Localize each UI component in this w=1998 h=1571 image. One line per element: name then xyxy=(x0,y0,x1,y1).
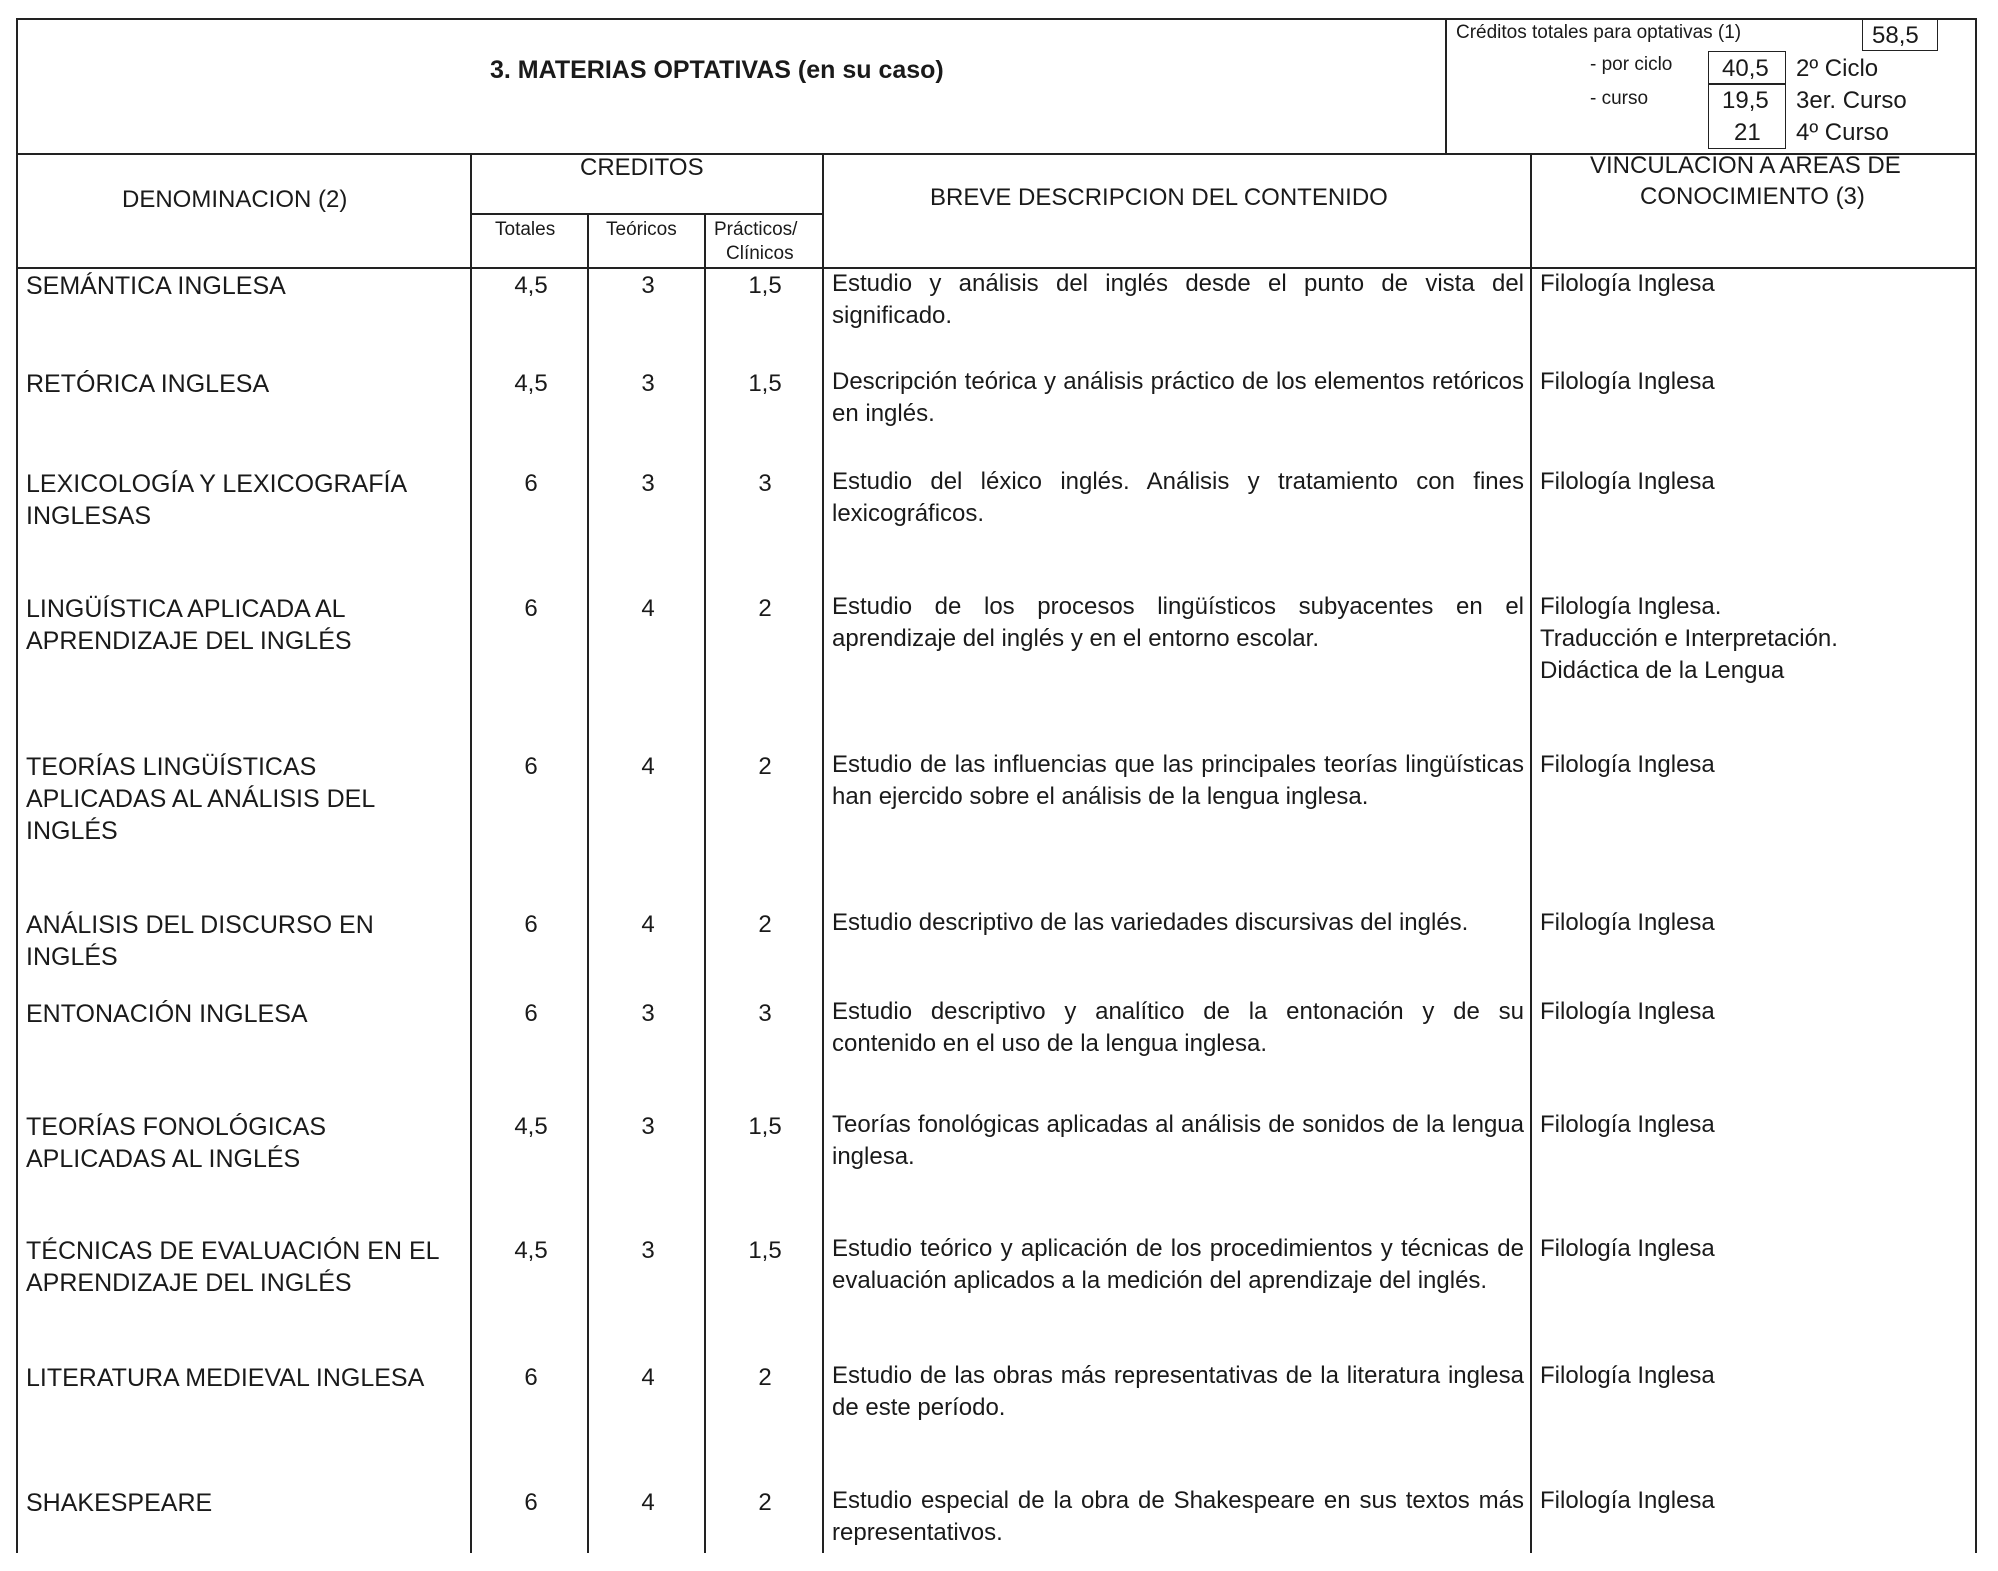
row-areas xyxy=(1540,1360,1980,1392)
row-teoricos: 4 xyxy=(641,595,655,622)
row-teoricos: 3 xyxy=(641,1237,655,1264)
row-practicos: 1,5 xyxy=(748,272,782,299)
col-teoricos: Teóricos xyxy=(606,219,677,240)
row-descripcion: Estudio de los procesos lingüísticos subyacentes en el aprendizaje del inglés y en el entorno escolar. xyxy=(832,593,1524,652)
row-denominacion xyxy=(26,1487,466,1519)
row-practicos: 2 xyxy=(758,753,772,780)
col-line-4 xyxy=(822,153,824,1553)
row-practicos: 2 xyxy=(758,1364,772,1391)
row-totales: 4,5 xyxy=(514,1237,548,1264)
row-area-line: Filología Inglesa xyxy=(1540,751,1715,778)
row-areas xyxy=(1540,749,1980,781)
row-denominacion-line: APLICADAS AL ANÁLISIS DEL xyxy=(26,785,376,813)
row-totales: 6 xyxy=(524,1000,538,1027)
row-descripcion: Descripción teórica y análisis práctico de los elementos retóricos en inglés. xyxy=(832,368,1524,427)
col-practicos-1: Prácticos/ xyxy=(714,219,798,240)
curso-value-3: 19,5 xyxy=(1722,87,1769,114)
row-teoricos: 4 xyxy=(641,911,655,938)
row-denominacion-line: SEMÁNTICA INGLESA xyxy=(26,272,286,300)
row-area-line: Filología Inglesa xyxy=(1540,1487,1715,1514)
por-ciclo-value: 40,5 xyxy=(1722,55,1769,82)
col-denominacion: DENOMINACION (2) xyxy=(122,186,348,213)
header-divider xyxy=(1445,18,1447,154)
row-practicos: 1,5 xyxy=(748,370,782,397)
row-denominacion-line: TÉCNICAS DE EVALUACIÓN EN EL xyxy=(26,1237,440,1265)
row-teoricos: 3 xyxy=(641,272,655,299)
row-practicos: 2 xyxy=(758,595,772,622)
row-area-line: Filología Inglesa xyxy=(1540,1111,1715,1138)
row-denominacion xyxy=(26,1111,466,1175)
row-areas xyxy=(1540,268,1980,300)
row-practicos: 3 xyxy=(758,470,772,497)
row-denominacion xyxy=(26,270,466,302)
col-vinculacion-1: VINCULACION A AREAS DE xyxy=(1590,152,1901,179)
row-descripcion: Estudio especial de la obra de Shakespeare en sus textos más representativos. xyxy=(832,1487,1524,1546)
col-line-1 xyxy=(470,153,472,1553)
row-totales: 6 xyxy=(524,753,538,780)
row-descripcion: Estudio del léxico inglés. Análisis y tratamiento con fines lexicográficos. xyxy=(832,468,1524,527)
curso-value-4: 21 xyxy=(1734,119,1761,146)
row-totales: 6 xyxy=(524,1489,538,1516)
row-denominacion-line: LITERATURA MEDIEVAL INGLESA xyxy=(26,1364,425,1392)
por-ciclo-label: - por ciclo xyxy=(1590,54,1673,75)
row-area-line: Filología Inglesa xyxy=(1540,368,1715,395)
row-denominacion xyxy=(26,998,466,1030)
row-descripcion: Estudio de las influencias que las principales teorías lingüísticas han ejercido sobre el análisis de la lengua inglesa. xyxy=(832,751,1524,810)
row-teoricos: 4 xyxy=(641,1489,655,1516)
row-teoricos: 3 xyxy=(641,1000,655,1027)
row-denominacion-line: RETÓRICA INGLESA xyxy=(26,370,270,398)
curso-label: - curso xyxy=(1590,88,1649,109)
col-line-2 xyxy=(587,213,589,1553)
row-areas xyxy=(1540,591,1980,687)
row-practicos: 2 xyxy=(758,911,772,938)
row-denominacion-line: LINGÜÍSTICA APLICADA AL xyxy=(26,595,346,623)
row-teoricos: 4 xyxy=(641,753,655,780)
creditos-totales-label: Créditos totales para optativas (1) xyxy=(1456,22,1742,43)
col-practicos-2: Clínicos xyxy=(726,243,794,264)
row-areas xyxy=(1540,996,1980,1028)
row-totales: 4,5 xyxy=(514,272,548,299)
row-denominacion xyxy=(26,1362,466,1394)
row-descripcion: Estudio y análisis del inglés desde el punto de vista del significado. xyxy=(832,270,1524,329)
col-creditos: CREDITOS xyxy=(580,154,704,181)
row-totales: 4,5 xyxy=(514,1113,548,1140)
row-denominacion-line: APRENDIZAJE DEL INGLÉS xyxy=(26,1269,352,1297)
row-denominacion-line: TEORÍAS LINGÜÍSTICAS xyxy=(26,753,317,781)
row-teoricos: 3 xyxy=(641,370,655,397)
row-denominacion-line: LEXICOLOGÍA Y LEXICOGRAFÍA xyxy=(26,470,408,498)
frame-top xyxy=(16,18,1976,20)
row-denominacion xyxy=(26,468,466,532)
col-line-5 xyxy=(1530,153,1532,1553)
row-denominacion-line: APRENDIZAJE DEL INGLÉS xyxy=(26,627,352,655)
row-totales: 6 xyxy=(524,470,538,497)
row-denominacion-line: INGLÉS xyxy=(26,943,118,971)
row-denominacion-line: ANÁLISIS DEL DISCURSO EN xyxy=(26,911,374,939)
row-area-line: Filología Inglesa xyxy=(1540,909,1715,936)
row-denominacion-line: APLICADAS AL INGLÉS xyxy=(26,1145,301,1173)
col-line-3 xyxy=(704,213,706,1553)
curso-desc-3: 3er. Curso xyxy=(1796,87,1907,114)
row-area-line: Filología Inglesa xyxy=(1540,270,1715,297)
row-areas xyxy=(1540,907,1980,939)
row-denominacion xyxy=(26,593,466,657)
page-title: 3. MATERIAS OPTATIVAS (en su caso) xyxy=(490,56,944,84)
row-denominacion xyxy=(26,751,466,847)
row-denominacion-line: ENTONACIÓN INGLESA xyxy=(26,1000,308,1028)
credit-values-sep xyxy=(1708,83,1786,85)
row-areas xyxy=(1540,1109,1980,1141)
por-ciclo-desc: 2º Ciclo xyxy=(1796,55,1879,82)
row-denominacion-line: SHAKESPEARE xyxy=(26,1489,213,1517)
row-totales: 4,5 xyxy=(514,370,548,397)
row-areas xyxy=(1540,366,1980,398)
curso-desc-4: 4º Curso xyxy=(1796,119,1889,146)
col-vinculacion-2: CONOCIMIENTO (3) xyxy=(1640,183,1865,210)
row-area-line: Didáctica de la Lengua xyxy=(1540,657,1785,684)
row-descripcion: Estudio descriptivo y analítico de la entonación y de su contenido en el uso de la lengua inglesa. xyxy=(832,998,1524,1057)
frame-right xyxy=(1975,18,1977,1553)
row-totales: 6 xyxy=(524,1364,538,1391)
row-denominacion xyxy=(26,1235,466,1299)
col-totales: Totales xyxy=(495,219,556,240)
frame-left xyxy=(16,18,18,1553)
row-descripcion: Estudio de las obras más representativas de la literatura inglesa de este período. xyxy=(832,1362,1524,1421)
row-denominacion-line: INGLESAS xyxy=(26,502,152,530)
row-practicos: 1,5 xyxy=(748,1237,782,1264)
row-area-line: Filología Inglesa xyxy=(1540,1362,1715,1389)
row-totales: 6 xyxy=(524,595,538,622)
row-descripcion: Estudio teórico y aplicación de los procedimientos y técnicas de evaluación aplicados a la medición del aprendizaje del inglés. xyxy=(832,1235,1524,1294)
row-area-line: Traducción e Interpretación. xyxy=(1540,625,1838,652)
row-areas xyxy=(1540,1485,1980,1517)
row-denominacion-line: INGLÉS xyxy=(26,817,118,845)
row-teoricos: 3 xyxy=(641,1113,655,1140)
row-totales: 6 xyxy=(524,911,538,938)
creditos-totales-value: 58,5 xyxy=(1872,22,1919,49)
creditos-sub-line xyxy=(470,213,824,215)
row-practicos: 3 xyxy=(758,1000,772,1027)
row-denominacion-line: TEORÍAS FONOLÓGICAS xyxy=(26,1113,327,1141)
row-area-line: Filología Inglesa xyxy=(1540,468,1715,495)
col-descripcion: BREVE DESCRIPCION DEL CONTENIDO xyxy=(930,184,1388,211)
row-descripcion: Teorías fonológicas aplicadas al análisis de sonidos de la lengua inglesa. xyxy=(832,1111,1524,1170)
row-areas xyxy=(1540,466,1980,498)
row-denominacion xyxy=(26,909,466,973)
row-denominacion xyxy=(26,368,466,400)
row-practicos: 1,5 xyxy=(748,1113,782,1140)
row-teoricos: 4 xyxy=(641,1364,655,1391)
row-teoricos: 3 xyxy=(641,470,655,497)
row-area-line: Filología Inglesa. xyxy=(1540,593,1722,620)
row-practicos: 2 xyxy=(758,1489,772,1516)
row-descripcion: Estudio descriptivo de las variedades discursivas del inglés. xyxy=(832,909,1469,936)
row-area-line: Filología Inglesa xyxy=(1540,998,1715,1025)
row-area-line: Filología Inglesa xyxy=(1540,1235,1715,1262)
row-areas xyxy=(1540,1233,1980,1265)
